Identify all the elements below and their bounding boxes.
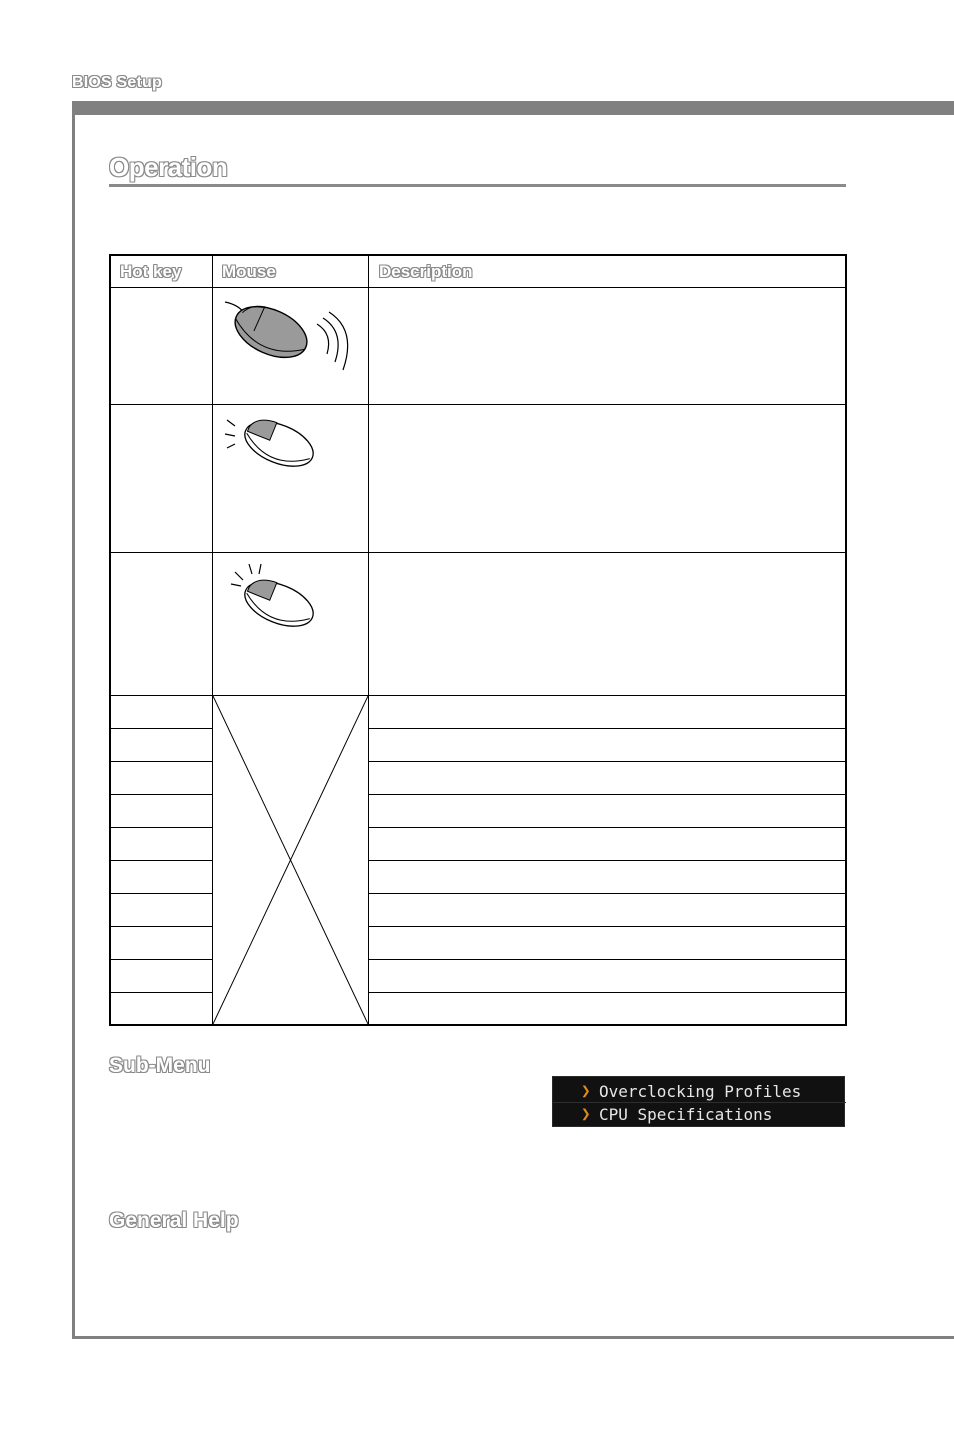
- submenu-item-label: CPU Specifications: [599, 1105, 773, 1124]
- chevron-right-icon: ❯: [581, 1081, 591, 1100]
- keyboard-row-divider: [368, 794, 847, 795]
- operation-title-rule: [109, 184, 846, 187]
- keyboard-row-divider: [109, 827, 212, 828]
- keyboard-row-divider: [109, 794, 212, 795]
- keyboard-row-divider: [368, 926, 847, 927]
- row-divider: [109, 404, 847, 405]
- keyboard-row-divider: [368, 860, 847, 861]
- column-header-description: Description: [379, 262, 473, 281]
- keyboard-row-divider: [109, 761, 212, 762]
- mouse-right-click-icon: [221, 560, 331, 640]
- keyboard-row-divider: [368, 992, 847, 993]
- keyboard-row-divider: [109, 992, 212, 993]
- mouse-left-click-icon: [221, 412, 331, 474]
- mouse-move-icon: [221, 294, 356, 374]
- column-header-hotkey: Hot key: [120, 262, 182, 281]
- keyboard-row-divider: [109, 959, 212, 960]
- keyboard-row-divider: [368, 827, 847, 828]
- submenu-item-overclocking-profiles[interactable]: [553, 1080, 846, 1103]
- row-divider: [109, 552, 847, 553]
- column-divider: [368, 254, 369, 1026]
- keyboard-row-divider: [368, 893, 847, 894]
- running-head: BIOS Setup: [72, 74, 163, 91]
- keyboard-row-divider: [109, 926, 212, 927]
- header-bar: [72, 101, 954, 115]
- left-margin-rule: [72, 101, 75, 1339]
- general-help-title: General Help: [109, 1209, 239, 1232]
- keyboard-row-divider: [109, 728, 212, 729]
- not-applicable-cross: [213, 696, 368, 1024]
- submenu-item-label: Overclocking Profiles: [599, 1082, 802, 1101]
- hotkey-table: [109, 254, 847, 1026]
- submenu-item-cpu-specifications[interactable]: [553, 1103, 846, 1126]
- row-divider: [109, 287, 847, 288]
- keyboard-row-divider: [109, 860, 212, 861]
- keyboard-row-divider: [368, 728, 847, 729]
- keyboard-row-divider: [109, 893, 212, 894]
- sub-menu-screenshot: [552, 1076, 845, 1127]
- operation-title: Operation: [109, 152, 228, 182]
- chevron-right-icon: ❯: [581, 1104, 591, 1123]
- bottom-rule: [72, 1336, 954, 1339]
- sub-menu-title: Sub-Menu: [109, 1054, 211, 1077]
- keyboard-row-divider: [368, 959, 847, 960]
- keyboard-row-divider: [368, 761, 847, 762]
- column-header-mouse: Mouse: [222, 262, 276, 281]
